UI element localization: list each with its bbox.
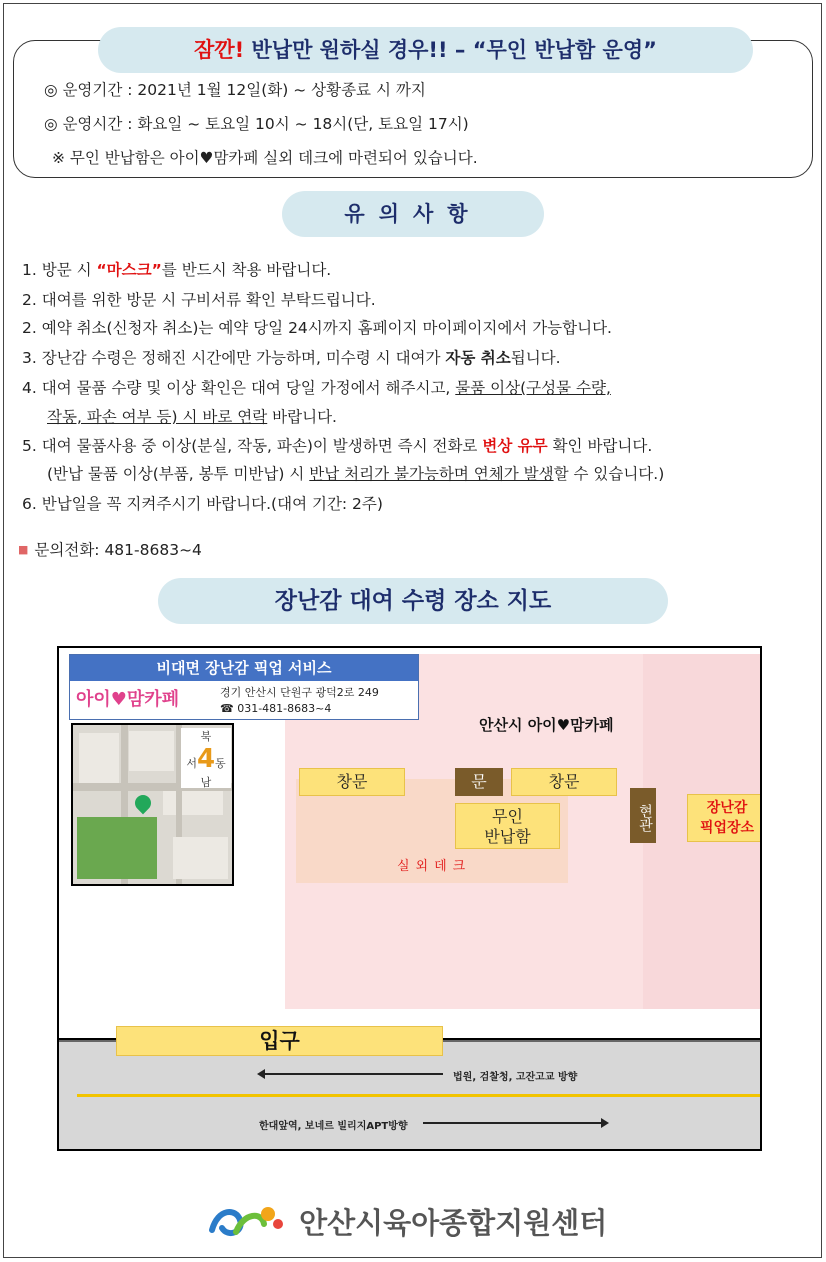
rule-7: 6. 반납일을 꼭 지켜주시기 바랍니다.(대여 기간: 2주) [22, 495, 383, 513]
arrow-right-icon [423, 1122, 603, 1124]
service-card [69, 654, 419, 720]
cafe-name: 안산시 아이♥맘카페 [479, 716, 614, 734]
notice-title: 잠깐! 반납만 원하실 경우!! – “무인 반납함 운영” [98, 27, 753, 73]
center-line [77, 1094, 762, 1097]
rule-5-cont: 작동, 파손 여부 등) 시 바로 연락 바랍니다. [47, 408, 337, 426]
location-pin-icon [132, 792, 155, 815]
rule-6: 5. 대여 물품사용 중 이상(분실, 작동, 파손)이 발생하면 즉시 전화로 변상 유무 확인 바랍니다. [22, 437, 653, 455]
park-area [77, 817, 157, 879]
mini-map [71, 723, 234, 886]
notice-period: ◎ 운영기간 : 2021년 1월 12일(화) ~ 상황종료 시 까지 [44, 81, 426, 99]
rule-6-cont: (반납 물품 이상(부품, 봉투 미반납) 시 반납 처리가 불가능하며 연체가 발생할 수 있습니다.) [47, 465, 665, 483]
rule-3: 2. 예약 취소(신청자 취소)는 예약 당일 24시까지 홈페이지 마이페이지에서 가능합니다. [22, 319, 612, 337]
square-bullet-icon: ■ [18, 543, 29, 556]
rule-5: 4. 대여 물품 수량 및 이상 확인은 대여 당일 가정에서 해주시고, 물품 이상(구성물 수량, [22, 379, 611, 397]
map-title: 장난감 대여 수령 장소 지도 [158, 578, 668, 624]
footer [206, 1198, 607, 1248]
entrance-label: 입구 [116, 1026, 443, 1056]
pickup-map [57, 646, 762, 1151]
compass-icon: 북 서4동 남 [181, 728, 231, 788]
return-box: 무인 반납함 [455, 803, 560, 849]
cafe-logo: 아이♥맘카페 [76, 689, 180, 710]
service-address: 경기 안산시 단원구 광덕2로 249 ☎ 031-481-8683~4 [220, 686, 379, 715]
window-right: 창문 [511, 768, 617, 796]
notice-note: ※ 무인 반납함은 아이♥맘카페 실외 데크에 마련되어 있습니다. [52, 149, 478, 167]
entrance-hall: 현관 [630, 788, 656, 843]
rule-2: 2. 대여를 위한 방문 시 구비서류 확인 부탁드립니다. [22, 291, 376, 309]
window-left: 창문 [299, 768, 405, 796]
door: 문 [455, 768, 503, 796]
rule-4: 3. 장난감 수령은 정해진 시간에만 가능하며, 미수령 시 대여가 자동 취소됩니다. [22, 349, 561, 367]
service-title: 비대면 장난감 픽업 서비스 [70, 655, 418, 681]
center-name: 안산시육아종합지원센터 [299, 1205, 608, 1240]
arrow-left-icon [263, 1073, 443, 1075]
center-logo-icon [206, 1198, 290, 1244]
pickup-spot: 장난감 픽업장소 [687, 794, 762, 842]
direction-right: 한대앞역, 보네르 빌리지APT방향 [259, 1121, 408, 1132]
contact-phone: ■ 문의전화: 481-8683~4 [18, 541, 202, 559]
direction-left: 법원, 검찰청, 고잔고교 방향 [453, 1072, 578, 1083]
caution-title: 유의사항 [282, 191, 544, 237]
notice-hours: ◎ 운영시간 : 화요일 ~ 토요일 10시 ~ 18시(단, 토요일 17시) [44, 115, 469, 133]
rule-1: 1. 방문 시 “마스크”를 반드시 착용 바랍니다. [22, 261, 332, 279]
deck-label: 실외데크 [397, 859, 472, 874]
